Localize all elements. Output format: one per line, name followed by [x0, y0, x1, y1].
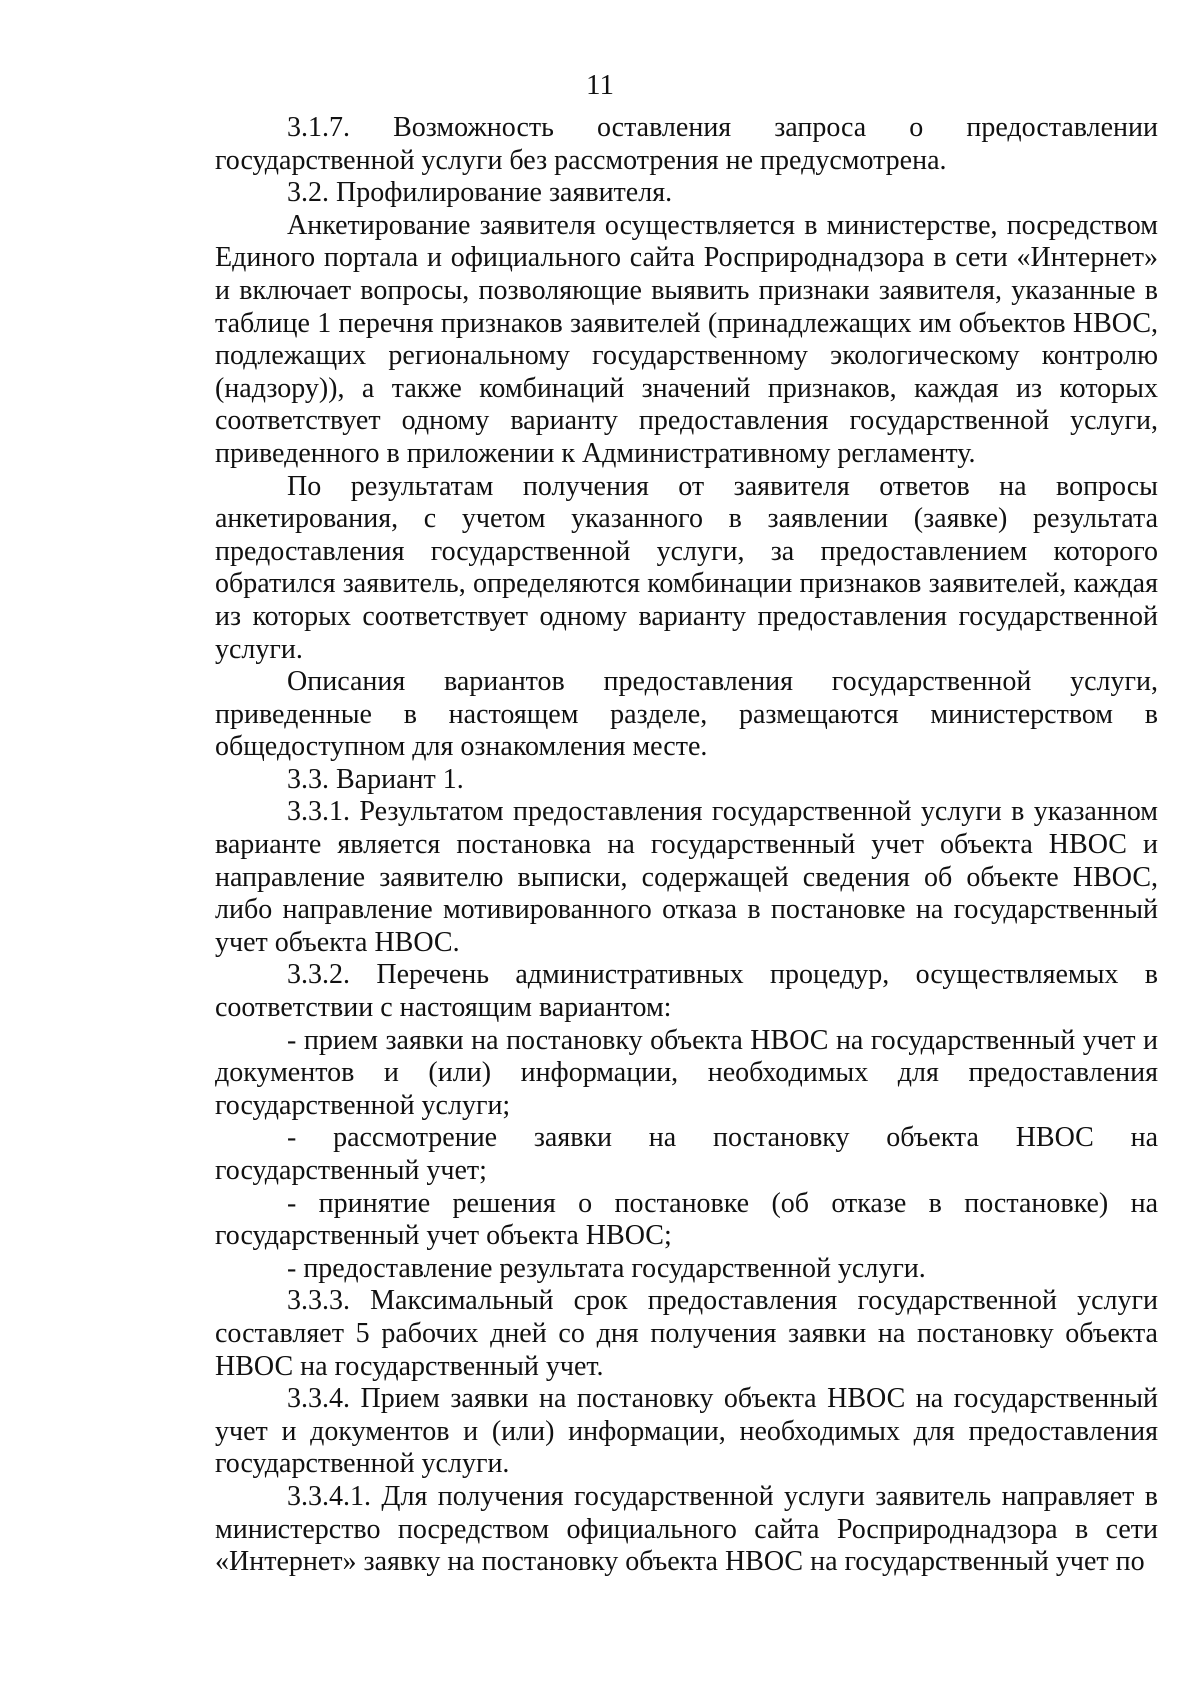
- list-item-procedure-2: - рассмотрение заявки на постановку объекта НВОС на государственный учет;: [215, 1122, 1158, 1186]
- list-item-procedure-4: - предоставление результата государственной услуги.: [287, 1252, 926, 1284]
- page-number: 11: [586, 69, 614, 101]
- paragraph-3-3-4: 3.3.4. Прием заявки на постановку объекта НВОС на государственный учет и документов и (или) информации, необходимых для предоставления государственной услуги.: [215, 1383, 1158, 1480]
- section-heading-3-3: 3.3. Вариант 1.: [287, 763, 464, 795]
- list-item-procedure-3: - принятие решения о постановке (об отказе в постановке) на государственный учет объекта НВОС;: [215, 1187, 1158, 1252]
- paragraph-3-3-1: 3.3.1. Результатом предоставления государственной услуги в указанном варианте является постановка на государственный учет объекта НВОС и направление заявителю выписки, содержащей сведения об объекте НВОС, либо направление мотивированного отказа в постановке на государственный учет объекта НВОС.: [215, 796, 1158, 958]
- paragraph-3-3-2: 3.3.2. Перечень административных процедур, осуществляемых в соответствии с настоящим вариантом:: [215, 959, 1158, 1024]
- paragraph-3-3-3: 3.3.3. Максимальный срок предоставления государственной услуги составляет 5 рабочих дней со дня получения заявки на постановку объекта НВОС на государственный учет.: [215, 1285, 1158, 1382]
- section-heading-3-2: 3.2. Профилирование заявителя.: [287, 177, 673, 209]
- paragraph-3-3-4-1: 3.3.4.1. Для получения государственной услуги заявитель направляет в министерство посредством официального сайта Росприроднадзора в сети «Интернет» заявку на постановку объекта НВОС на государственный учет по: [215, 1480, 1158, 1578]
- list-item-procedure-1: - прием заявки на постановку объекта НВОС на государственный учет и документов и (или) информации, необходимых для предоставления государственной услуги;: [215, 1024, 1158, 1121]
- paragraph-profiling-results: По результатам получения от заявителя ответов на вопросы анкетирования, с учетом указанного в заявлении (заявке) результата предоставления государственной услуги, за предоставлением которого обратился заявитель, определяются комбинации признаков заявителей, каждая из которых соответствует одному варианту предоставления государственной услуги.: [215, 470, 1158, 665]
- document-body: [215, 112, 1158, 1579]
- paragraph-3-1-7: 3.1.7. Возможность оставления запроса о предоставлении государственной услуги без рассмотрения не предусмотрена.: [215, 112, 1158, 176]
- paragraph-variants-description: Описания вариантов предоставления государственной услуги, приведенные в настоящем разделе, размещаются министерством в общедоступном для ознакомления месте.: [215, 666, 1158, 763]
- paragraph-profiling-questionnaire: Анкетирование заявителя осуществляется в министерстве, посредством Единого портала и официального сайта Росприроднадзора в сети «Интернет» и включает вопросы, позволяющие выявить признаки заявителя, указанные в таблице 1 перечня признаков заявителей (принадлежащих им объектов НВОС, подлежащих региональному государственному экологическому контролю (надзору)), а также комбинаций значений признаков, каждая из которых соответствует одному варианту предоставления государственной услуги, приведенного в приложении к Административному регламенту.: [215, 209, 1158, 469]
